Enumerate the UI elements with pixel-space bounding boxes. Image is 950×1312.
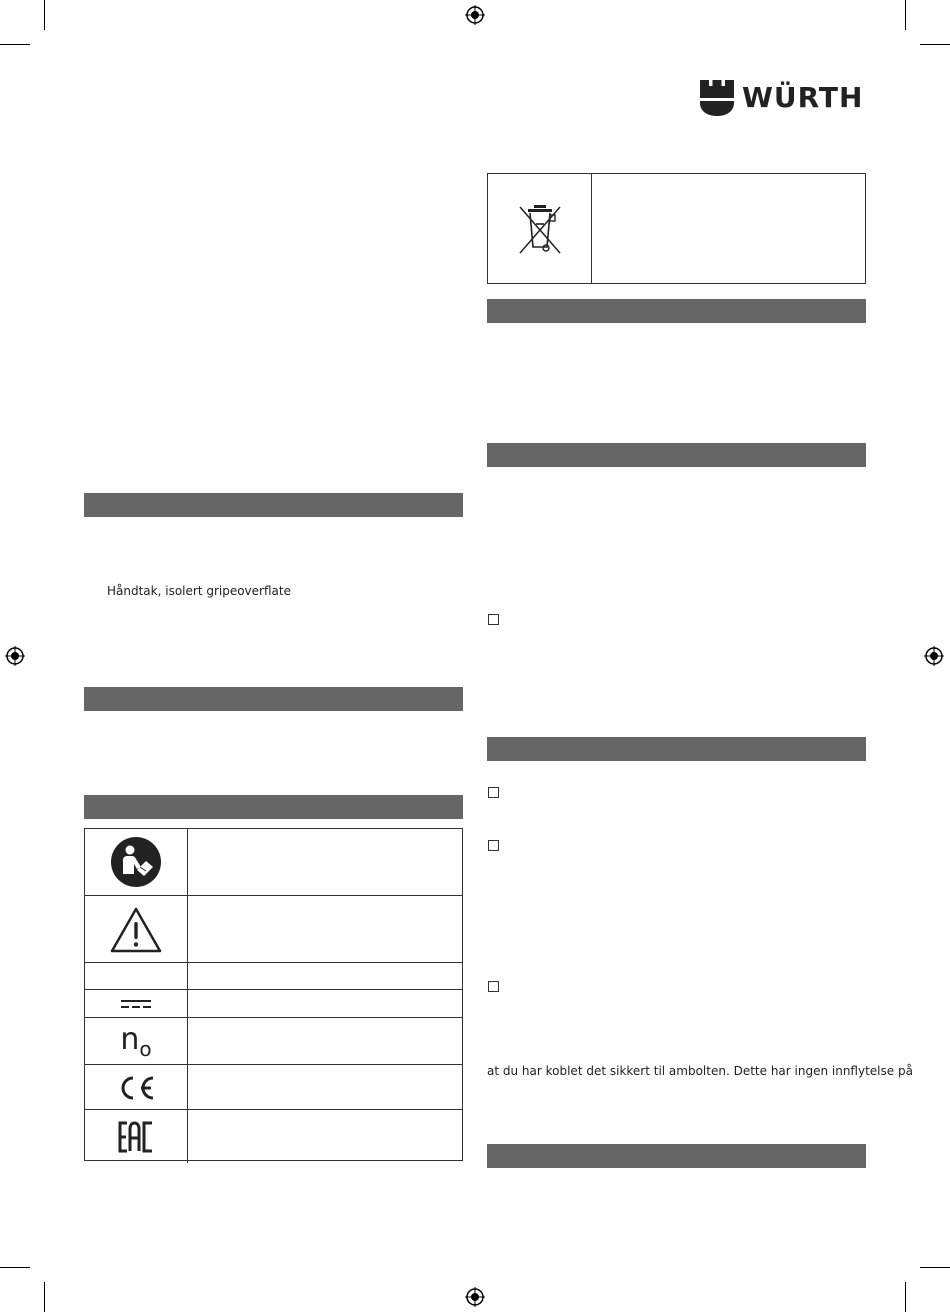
symbol-cell: [85, 1110, 188, 1163]
symbol-row: [85, 1017, 462, 1065]
disposal-table: [487, 173, 866, 284]
bullet-checkbox: [488, 614, 499, 625]
crop-mark: [44, 0, 45, 30]
crop-mark: [920, 1267, 950, 1268]
registration-mark-icon: [5, 646, 25, 666]
section-header-bar: [487, 299, 866, 323]
crop-mark: [905, 0, 906, 30]
no-load-speed-icon: [120, 1021, 152, 1061]
symbol-cell: [85, 896, 188, 963]
no-load-speed-symbol: n: [120, 1021, 140, 1057]
symbol-row: [85, 1064, 462, 1110]
section-header-bar: [84, 687, 463, 711]
symbol-row: [85, 829, 462, 895]
read-manual-icon: [110, 836, 162, 888]
symbol-cell: [85, 829, 188, 895]
bullet-checkbox: [488, 981, 499, 992]
crop-mark: [0, 44, 30, 45]
registration-mark-icon: [924, 646, 944, 666]
brand-name: WÜRTH: [742, 81, 864, 114]
symbol-cell: [85, 963, 188, 990]
direct-current-icon: [120, 997, 152, 1011]
crop-mark: [0, 1267, 30, 1268]
symbol-cell: [85, 1065, 188, 1110]
bullet-checkbox: [488, 840, 499, 851]
section-header-bar: [487, 1144, 866, 1168]
bullet-checkbox: [488, 787, 499, 798]
parts-list-item: Håndtak, isolert gripeoverflate: [107, 584, 291, 598]
symbol-row: [85, 1109, 462, 1163]
symbol-cell: [85, 990, 188, 1018]
registration-mark-icon: [465, 5, 485, 25]
crop-mark: [905, 1282, 906, 1312]
brand-logo: [700, 80, 863, 116]
registration-mark-icon: [465, 1287, 485, 1307]
section-header-bar: [84, 795, 463, 819]
ce-mark-icon: [116, 1074, 156, 1102]
section-header-bar: [84, 493, 463, 517]
section-header-bar: [487, 443, 866, 467]
symbol-cell: [488, 174, 592, 283]
eac-mark-icon: [118, 1121, 154, 1153]
no-load-speed-subscript: o: [139, 1036, 152, 1061]
section-header-bar: [487, 737, 866, 761]
symbol-row: [85, 989, 462, 1018]
wurth-logo-icon: [700, 80, 734, 116]
body-text-line: at du har koblet det sikkert til ambolten. Dette har ingen innflytelse på: [487, 1064, 913, 1078]
crop-mark: [920, 44, 950, 45]
symbol-table: [84, 828, 463, 1161]
symbol-cell: [85, 1018, 188, 1065]
symbol-row: [85, 962, 462, 990]
symbol-row: [85, 895, 462, 963]
warning-triangle-icon: [110, 906, 162, 954]
crossed-out-bin-icon: [512, 199, 568, 259]
crop-mark: [44, 1282, 45, 1312]
